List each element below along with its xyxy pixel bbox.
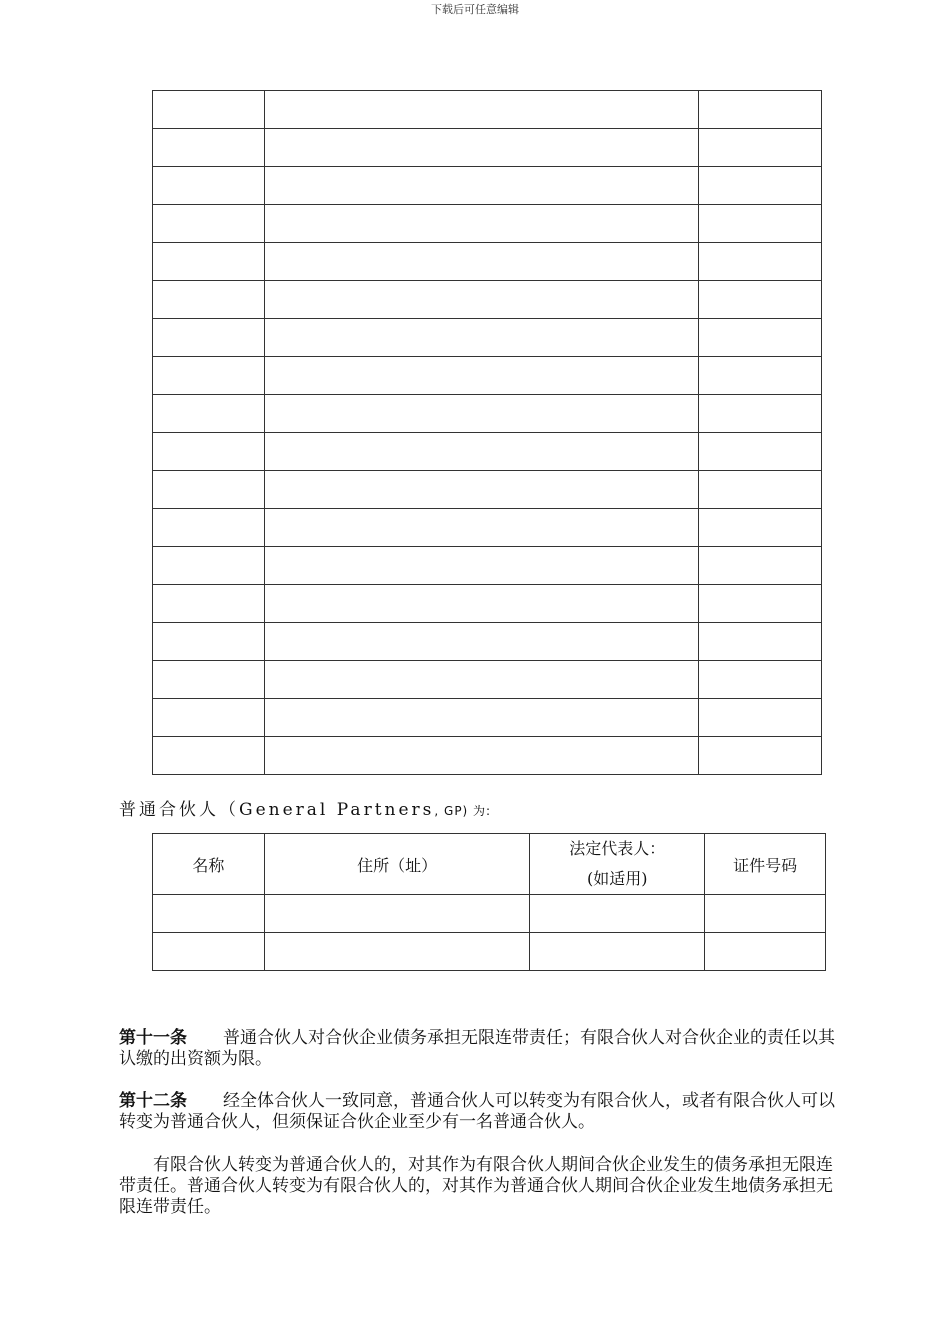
table-cell — [264, 661, 698, 699]
table-cell — [264, 281, 698, 319]
table-cell — [153, 205, 265, 243]
table-cell — [153, 243, 265, 281]
table-cell — [699, 395, 822, 433]
partner-list-body — [153, 91, 822, 775]
partner-list-row — [153, 471, 822, 509]
table-cell — [264, 737, 698, 775]
table-cell — [153, 623, 265, 661]
article-11-text: 普通合伙人对合伙企业债务承担无限连带责任；有限合伙人对合伙企业的责任以其认缴的出资额为限。 — [119, 1028, 835, 1069]
table-cell — [264, 933, 530, 971]
table-cell — [264, 585, 698, 623]
partner-list-row — [153, 737, 822, 775]
partner-list-row — [153, 661, 822, 699]
table-cell — [264, 395, 698, 433]
table-cell — [699, 623, 822, 661]
partner-list-row — [153, 585, 822, 623]
table-cell — [699, 167, 822, 205]
gp-table-row — [153, 895, 826, 933]
table-cell — [699, 243, 822, 281]
table-cell — [705, 895, 826, 933]
table-cell — [153, 433, 265, 471]
table-cell — [264, 895, 530, 933]
gp-col-legal-rep-note: (如适用) — [587, 869, 648, 888]
table-cell — [153, 357, 265, 395]
table-cell — [530, 895, 705, 933]
table-cell — [264, 699, 698, 737]
table-cell — [153, 167, 265, 205]
table-cell — [264, 129, 698, 167]
table-cell — [153, 395, 265, 433]
table-cell — [699, 547, 822, 585]
table-cell — [264, 357, 698, 395]
table-cell — [153, 661, 265, 699]
partner-list-row — [153, 547, 822, 585]
partner-list-row — [153, 395, 822, 433]
partner-list-row — [153, 357, 822, 395]
table-cell — [699, 281, 822, 319]
page-header-note: 下载后可任意编辑 — [431, 3, 519, 16]
table-cell — [153, 91, 265, 129]
table-cell — [699, 737, 822, 775]
table-cell — [699, 509, 822, 547]
table-cell — [699, 319, 822, 357]
table-cell — [264, 91, 698, 129]
table-cell — [153, 585, 265, 623]
partner-list-row — [153, 623, 822, 661]
table-cell — [699, 91, 822, 129]
table-cell — [264, 243, 698, 281]
gp-label-cn: 普通合伙人（ — [119, 800, 239, 820]
general-partners-table — [152, 833, 826, 971]
table-cell — [153, 895, 265, 933]
table-cell — [264, 167, 698, 205]
table-cell — [264, 509, 698, 547]
table-cell — [153, 737, 265, 775]
table-cell — [699, 129, 822, 167]
table-cell — [699, 585, 822, 623]
table-cell — [153, 933, 265, 971]
table-cell — [530, 933, 705, 971]
gp-table-row — [153, 933, 826, 971]
table-cell — [264, 547, 698, 585]
article-12 — [119, 1091, 835, 1133]
table-cell — [699, 205, 822, 243]
partner-list-row — [153, 243, 822, 281]
partner-list-row — [153, 509, 822, 547]
table-cell — [699, 661, 822, 699]
gp-col-legal-rep-label: 法定代表人： — [569, 839, 666, 858]
gp-col-name: 名称 — [153, 834, 265, 895]
table-cell — [264, 433, 698, 471]
table-cell — [153, 547, 265, 585]
partner-list-row — [153, 319, 822, 357]
gp-table-header-row — [153, 834, 826, 895]
gp-col-legal-rep — [530, 834, 705, 895]
table-cell — [153, 471, 265, 509]
table-cell — [264, 319, 698, 357]
table-cell — [699, 433, 822, 471]
article-12-number: 第十二条 — [119, 1091, 187, 1111]
table-cell — [153, 509, 265, 547]
partner-list-row — [153, 699, 822, 737]
gp-col-id-number: 证件号码 — [705, 834, 826, 895]
gp-table-body — [153, 895, 826, 971]
table-cell — [699, 471, 822, 509]
table-cell — [264, 471, 698, 509]
table-cell — [264, 205, 698, 243]
partner-list-row — [153, 91, 822, 129]
table-cell — [264, 623, 698, 661]
article-11-number: 第十一条 — [119, 1028, 187, 1048]
partner-list-row — [153, 433, 822, 471]
article-12-text: 经全体合伙人一致同意，普通合伙人可以转变为有限合伙人，或者有限合伙人可以转变为普通合伙人，但须保证合伙企业至少有一名普通合伙人。 — [119, 1091, 835, 1132]
table-cell — [699, 357, 822, 395]
article-12-paragraph-2: 有限合伙人转变为普通合伙人的，对其作为有限合伙人期间合伙企业发生的债务承担无限连带责任。普通合伙人转变为有限合伙人的，对其作为普通合伙人期间合伙企业发生地债务承担无限连带责任。 — [119, 1155, 833, 1217]
table-cell — [699, 699, 822, 737]
gp-label-en: General Partners — [239, 800, 435, 820]
partner-list-row — [153, 129, 822, 167]
partner-list-row — [153, 205, 822, 243]
partner-list-row — [153, 167, 822, 205]
table-cell — [153, 129, 265, 167]
partner-list-row — [153, 281, 822, 319]
table-cell — [153, 319, 265, 357]
table-cell — [153, 281, 265, 319]
general-partners-label — [119, 795, 491, 820]
partner-list-table — [152, 90, 822, 775]
table-cell — [705, 933, 826, 971]
table-cell — [153, 699, 265, 737]
gp-col-address: 住所（址） — [264, 834, 530, 895]
article-11 — [119, 1028, 835, 1070]
gp-label-abbr: , GP) 为: — [434, 804, 492, 818]
